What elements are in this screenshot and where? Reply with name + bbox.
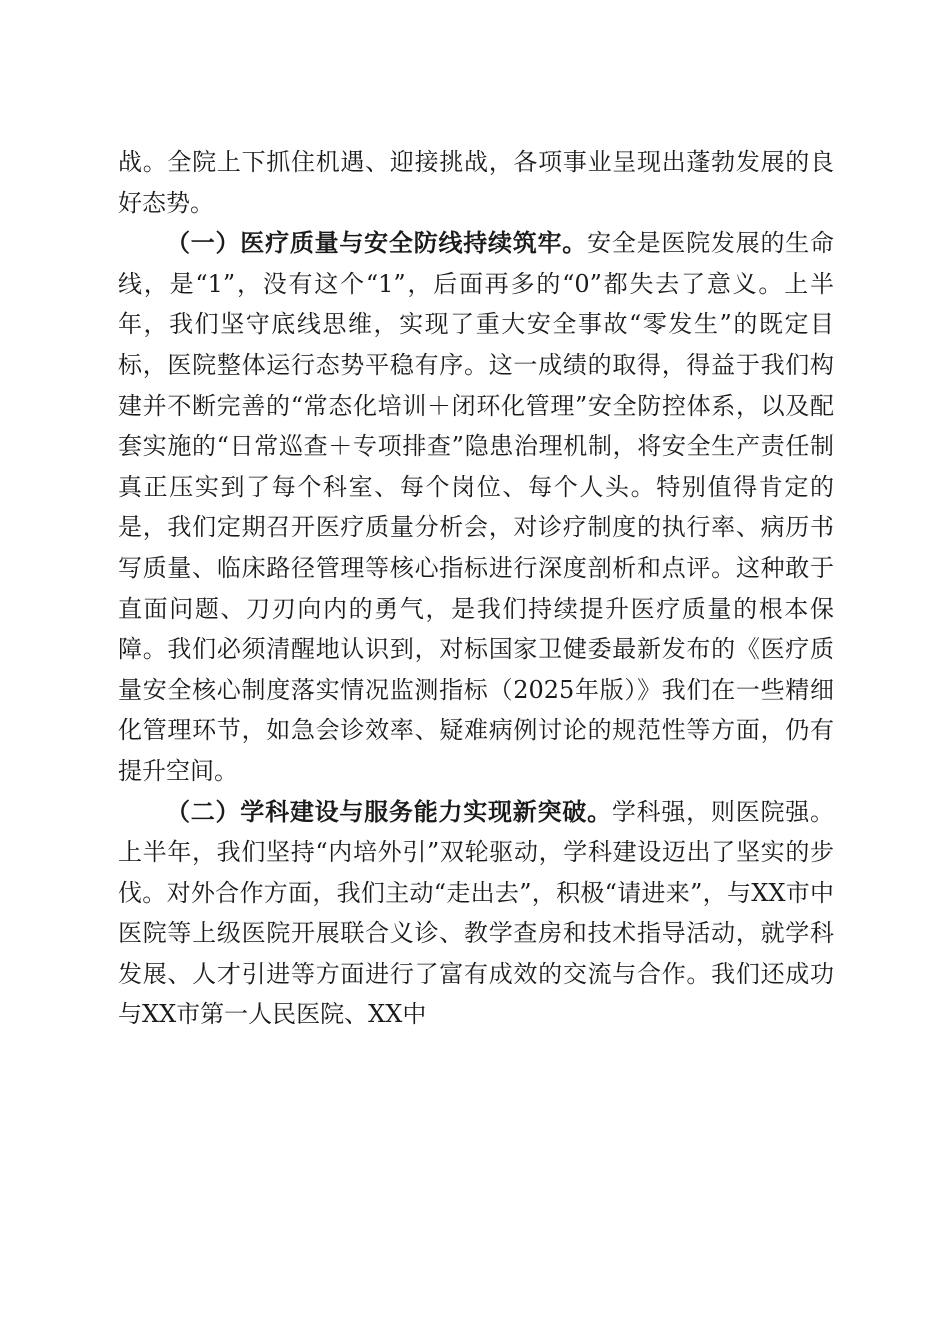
section-heading-1: （一）医疗质量与安全防线持续筑牢。 bbox=[166, 229, 588, 258]
paragraph-continuation bbox=[118, 142, 834, 223]
document-page bbox=[118, 142, 834, 1035]
paragraph-discipline-building bbox=[118, 792, 834, 1036]
section-heading-2: （二）学科建设与服务能力实现新突破。 bbox=[166, 797, 612, 826]
paragraph-text: 学科强，则医院强。上半年，我们坚持“内培外引”双轮驱动，学科建设迈出了坚实的步伐。对外合作方面，我们主动“走出去”，积极“请进来”，与XX市中医院等上级医院开展联合义诊、教学查房和技术指导活动，就学科发展、人才引进等方面进行了富有成效的交流与合作。我们还成功与XX市第一人民医院、XX中 bbox=[118, 797, 835, 1029]
paragraph-text: 战。全院上下抓住机遇、迎接挑战，各项事业呈现出蓬勃发展的良好态势。 bbox=[118, 148, 834, 217]
paragraph-medical-quality bbox=[118, 223, 834, 791]
paragraph-text: 安全是医院发展的生命线，是“1”，没有这个“1”，后面再多的“0”都失去了意义。上半年，我们坚守底线思维，实现了重大安全事故“零发生”的既定目标，医院整体运行态势平稳有序。这一成绩的取得，得益于我们构建并不断完善的“常态化培训＋闭环化管理”安全防控体系，以及配套实施的“日常巡查＋专项排查”隐患治理机制，将安全生产责任制真正压实到了每个科室、每个岗位、每个人头。特别值得肯定的是，我们定期召开医疗质量分析会，对诊疗制度的执行率、病历书写质量、临床路径管理等核心指标进行深度剖析和点评。这种敢于直面问题、刀刃向内的勇气，是我们持续提升医疗质量的根本保障。我们必须清醒地认识到，对标国家卫健委最新发布的《医疗质量安全核心制度落实情况监测指标（2025年版）》我们在一些精细化管理环节，如急会诊效率、疑难病例讨论的规范性等方面，仍有提升空间。 bbox=[118, 229, 835, 785]
